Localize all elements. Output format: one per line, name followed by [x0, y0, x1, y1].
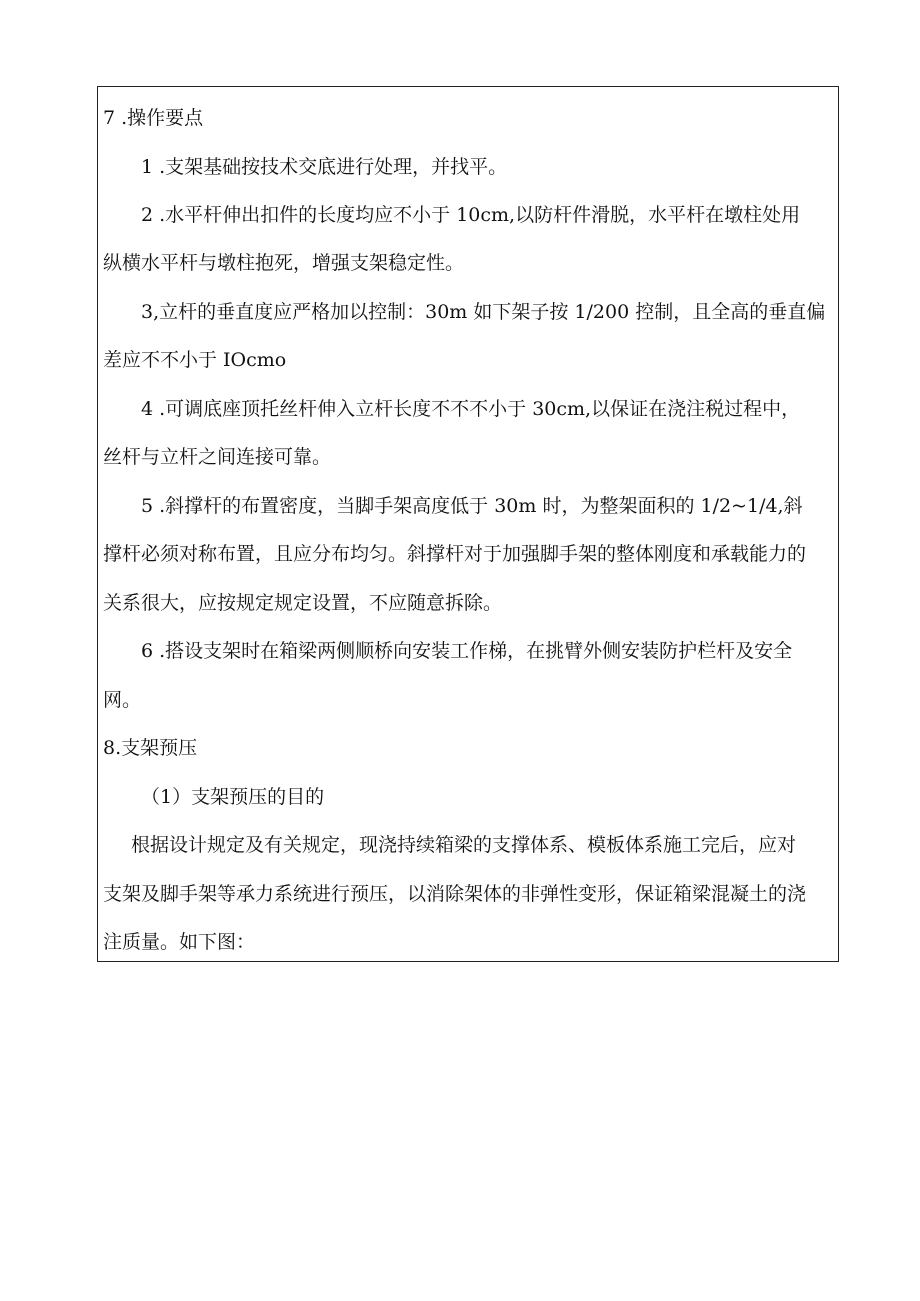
- paragraph-line: 5 .斜撑杆的布置密度，当脚手架高度低于 30m 时，为整架面积的 1/2~1/4,斜: [141, 495, 803, 517]
- paragraph-line: 1 .支架基础按技术交底进行处理，并找平。: [141, 156, 508, 178]
- paragraph-line: 丝杆与立杆之间连接可靠。: [103, 446, 332, 468]
- paragraph-line: 网。: [103, 689, 142, 711]
- paragraph-line: 3,立杆的垂直度应严格加以控制：30m 如下架子按 1/200 控制，且全高的垂直偏: [141, 301, 826, 323]
- paragraph-line: 关系很大，应按规定规定设置，不应随意拆除。: [103, 592, 503, 614]
- paragraph-line: 注质量。如下图：: [103, 931, 256, 953]
- paragraph-line: 撑杆必须对称布置，且应分布均匀。斜撑杆对于加强脚手架的整体刚度和承载能力的: [103, 543, 807, 565]
- section-heading-8: 8.支架预压: [103, 737, 198, 759]
- paragraph-line: 6 .搭设支架时在箱梁两侧顺桥向安装工作梯，在挑臂外侧安装防护栏杆及安全: [141, 640, 793, 662]
- paragraph-line: 支架及脚手架等承力系统进行预压，以消除架体的非弹性变形，保证箱梁混凝土的浇: [103, 883, 807, 905]
- paragraph-line: 纵横水平杆与墩柱抱死，增强支架稳定性。: [103, 252, 465, 274]
- paragraph-line: 根据设计规定及有关规定，现浇持续箱梁的支撑体系、模板体系施工完后，应对: [131, 834, 797, 856]
- paragraph-line: 2 .水平杆伸出扣件的长度均应不小于 10cm,以防杆件滑脱，水平杆在墩柱处用: [141, 204, 801, 226]
- subsection-heading: （1）支架预压的目的: [141, 786, 325, 808]
- paragraph-line: 4 .可调底座顶托丝杆伸入立杆长度不不不小于 30cm,以保证在浇注税过程中，: [141, 398, 801, 420]
- paragraph-line: 差应不不小于 IOcmo: [103, 349, 287, 371]
- section-heading-7: 7 .操作要点: [103, 107, 204, 129]
